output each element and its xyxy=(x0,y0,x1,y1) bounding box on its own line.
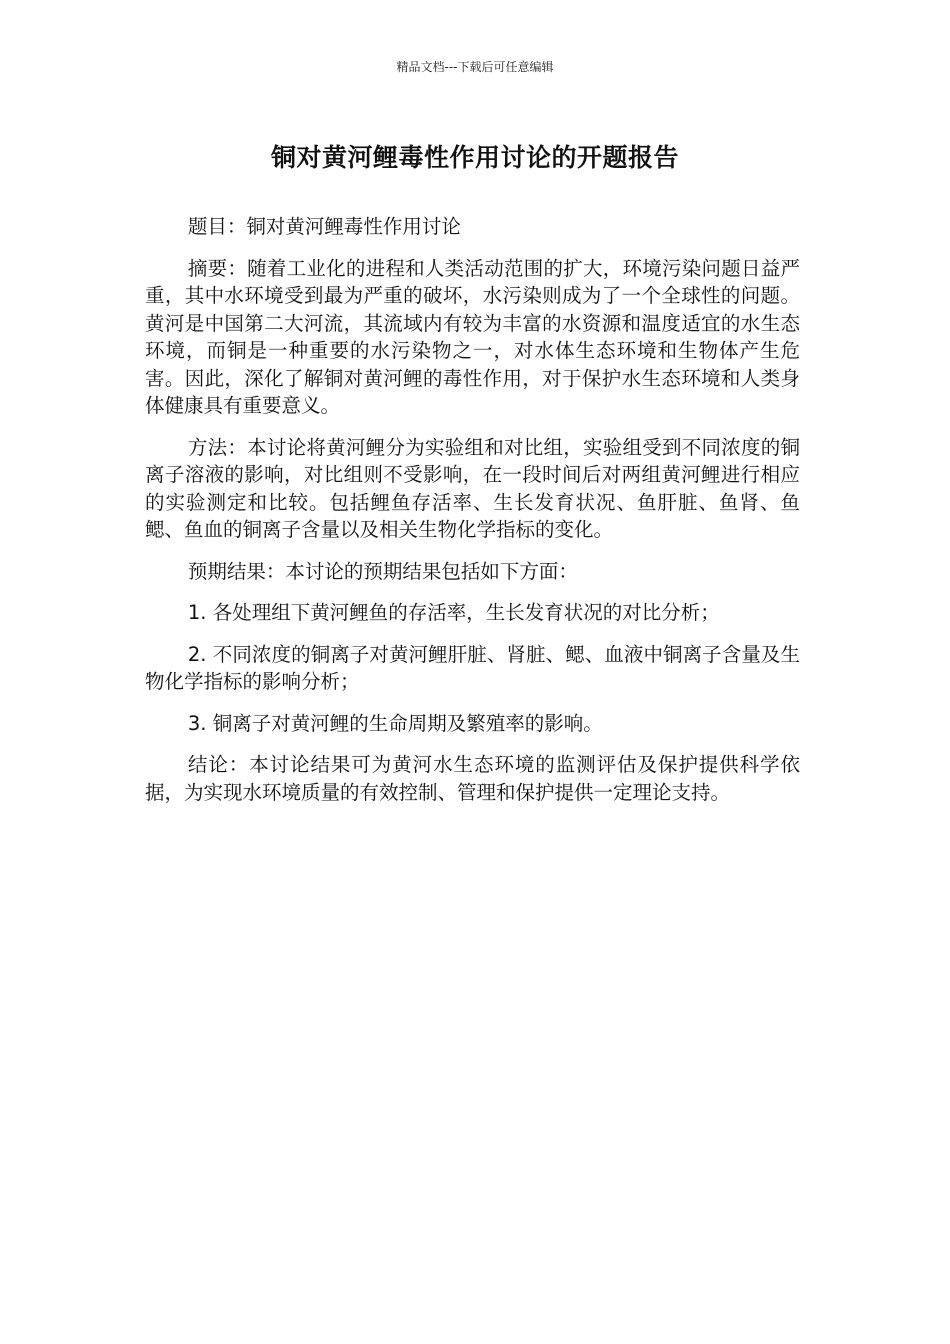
paragraph-method: 方法：本讨论将黄河鲤分为实验组和对比组，实验组受到不同浓度的铜离子溶液的影响，对比组则不受影响，在一段时间后对两组黄河鲤进行相应的实验测定和比较。包括鲤鱼存活率、生长发育状况、鱼肝脏、鱼肾、鱼鳃、鱼血的铜离子含量以及相关生物化学指标的变化。 xyxy=(145,435,800,541)
header-note: 精品文档---下载后可任意编辑 xyxy=(396,60,554,74)
document-body xyxy=(145,213,800,820)
paragraph-abstract: 摘要：随着工业化的进程和人类活动范围的扩大，环境污染问题日益严重，其中水环境受到最为严重的破坏，水污染则成为了一个全球性的问题。黄河是中国第二大河流，其流域内有较为丰富的水资源和温度适宜的水生态环境，而铜是一种重要的水污染物之一，对水体生态环境和生物体产生危害。因此，深化了解铜对黄河鲤的毒性作用，对于保护水生态环境和人类身体健康具有重要意义。 xyxy=(145,256,800,417)
list-item-result-2: 2. 不同浓度的铜离子对黄河鲤肝脏、肾脏、鳃、血液中铜离子含量及生物化学指标的影响分析； xyxy=(145,642,800,693)
paragraph-topic: 题目：铜对黄河鲤毒性作用讨论 xyxy=(187,215,461,238)
paragraph-expected-results: 预期结果：本讨论的预期结果包括如下方面： xyxy=(187,559,578,583)
list-item-result-1: 1. 各处理组下黄河鲤鱼的存活率，生长发育状况的对比分析； xyxy=(187,601,720,624)
document-title: 铜对黄河鲤毒性作用讨论的开题报告 xyxy=(270,143,679,172)
paragraph-conclusion: 结论：本讨论结果可为黄河水生态环境的监测评估及保护提供科学依据，为实现水环境质量的有效控制、管理和保护提供一定理论支持。 xyxy=(145,753,800,804)
list-item-result-3: 3. 铜离子对黄河鲤的生命周期及繁殖率的影响。 xyxy=(187,711,603,735)
